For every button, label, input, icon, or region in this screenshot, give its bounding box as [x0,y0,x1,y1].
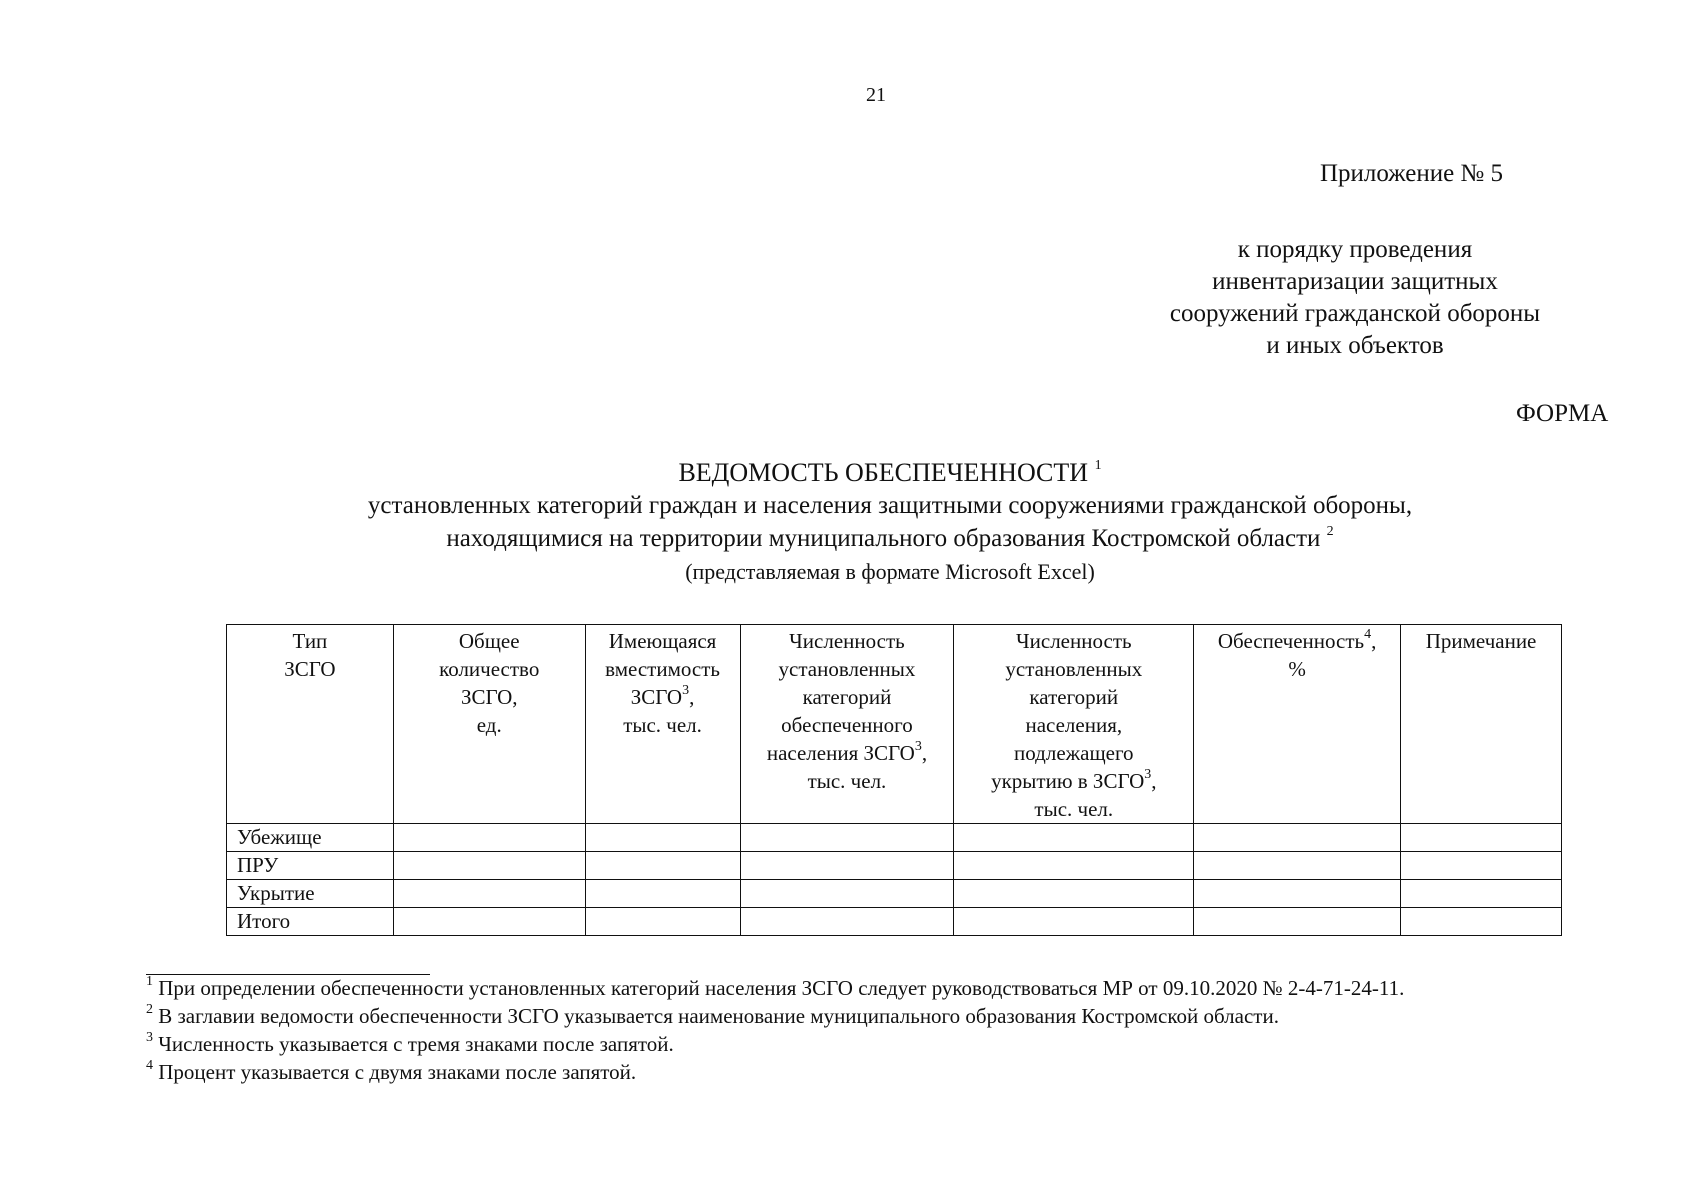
table-cell[interactable] [740,908,954,936]
table-cell[interactable] [1401,852,1562,880]
table-cell[interactable] [1401,880,1562,908]
format-note: (представляемая в формате Microsoft Excel) [685,559,1095,584]
table-cell[interactable] [1401,824,1562,852]
header-provided-population: Численность установленных категорий обеспеченного населения ЗСГО$^3$, тыс. чел. [740,625,954,824]
row-label: Итого [227,908,394,936]
row-label: Укрытие [227,880,394,908]
footnote-number: 3 [146,1030,153,1045]
footnote-ref: 3 [682,683,690,698]
table-cell[interactable] [585,880,740,908]
footnote-text: Численность указывается с тремя знаками после запятой. [158,1032,674,1056]
document-subtitle-line [0,522,1697,555]
document-title [0,456,1697,489]
table-header-row [227,625,1562,824]
appendix-title: Приложение № 5 [1320,160,1504,187]
table-cell[interactable] [954,880,1194,908]
header-capacity: Имеющаяся вместимость ЗСГО$^3$, тыс. чел. [585,625,740,824]
table-cell[interactable] [585,852,740,880]
table-row [227,852,1562,880]
footnote-text: В заглавии ведомости обеспеченности ЗСГО указывается наименование муниципального образования Костромской области. [158,1004,1279,1028]
footnote-text: При определении обеспеченности установленных категорий населения ЗСГО следует руководствоваться МР от 09.10.2020 № 2-4-71-24-11. [158,976,1405,1000]
table-cell[interactable] [1194,908,1401,936]
footnote [146,1030,1404,1058]
coverage-table [226,624,1562,936]
appendix-subtitle-line: к порядку проведения [1237,236,1473,263]
footnote [146,1002,1404,1030]
table-row [227,824,1562,852]
table-cell[interactable] [740,880,954,908]
table-cell[interactable] [954,852,1194,880]
footnote-ref: 2 [1326,523,1334,539]
footnotes [146,974,1404,1086]
footnote-number: 2 [146,1002,153,1017]
footnote-ref: 3 [1144,767,1152,782]
table-cell[interactable] [1401,908,1562,936]
footnote-number: 4 [146,1058,153,1073]
header-coverage-percent: Обеспеченность$^4$, % [1194,625,1401,824]
footnote-number: 1 [146,974,153,989]
appendix-subtitle-line: инвентаризации защитных [1212,268,1498,295]
table-cell[interactable] [1194,852,1401,880]
table-cell[interactable] [954,908,1194,936]
table-row [227,880,1562,908]
table-row [227,908,1562,936]
table-cell[interactable] [740,852,954,880]
appendix-subtitle-line: сооружений гражданской обороны [1169,300,1541,327]
document-heading [0,456,1697,589]
table-cell[interactable] [585,824,740,852]
table-cell[interactable] [1194,880,1401,908]
appendix-subtitle-line: и иных объектов [1266,332,1444,359]
footnote-ref: 1 [1094,458,1102,474]
row-label: ПРУ [227,852,394,880]
table-cell[interactable] [393,824,585,852]
document-subtitle-line: установленных категорий граждан и населения защитными сооружениями гражданской обороны, [367,492,1413,519]
document-subtitle-text: находящимися на территории муниципального образования Костромской области [446,525,1321,552]
header-type: Тип ЗСГО [227,625,394,824]
table-cell[interactable] [585,908,740,936]
header-remarks: Примечание [1401,625,1562,824]
header-subject-population: Численность установленных категорий населения, подлежащего укрытию в ЗСГО$^3$, тыс. чел. [954,625,1194,824]
table-cell[interactable] [393,908,585,936]
table-cell[interactable] [1194,824,1401,852]
table-cell[interactable] [954,824,1194,852]
appendix-subtitle [1070,234,1640,362]
table-cell[interactable] [393,880,585,908]
table-cell[interactable] [740,824,954,852]
footnote-text: Процент указывается с двумя знаками после запятой. [158,1060,637,1084]
footnote-ref: 4 [1364,627,1372,642]
row-label: Убежище [227,824,394,852]
footnote [146,1058,1404,1086]
page-number: 21 [866,84,886,106]
footnote [146,974,1404,1002]
form-label: ФОРМА [1516,400,1609,427]
document-title-text: ВЕДОМОСТЬ ОБЕСПЕЧЕННОСТИ [678,458,1089,487]
footnote-ref: 3 [914,739,922,754]
header-total-count: Общее количество ЗСГО, ед. [393,625,585,824]
table-cell[interactable] [393,852,585,880]
